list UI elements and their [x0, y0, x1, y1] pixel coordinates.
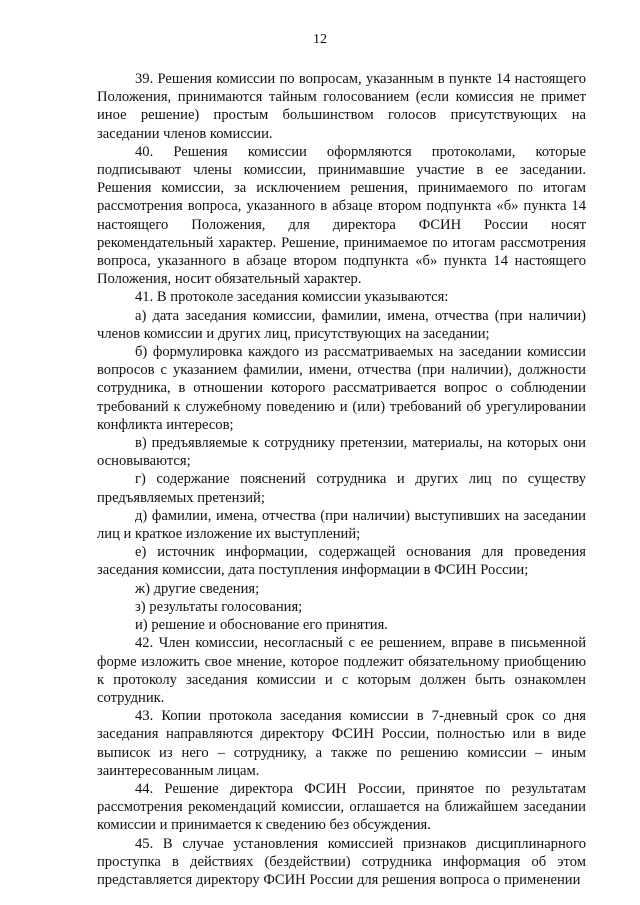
subparagraph-a: а) дата заседания комиссии, фамилии, имена, отчества (при наличии) членов комиссии и других лиц, присутствующих на заседании; — [97, 307, 586, 342]
paragraph-39: 39. Решения комиссии по вопросам, указанным в пункте 14 настоящего Положения, принимаются тайным голосованием (если комиссия не примет иное решение) простым большинством голосов присутствующих на заседании членов комиссии. — [97, 71, 586, 142]
subparagraph-e: е) источник информации, содержащей основания для проведения заседания комиссии, дата поступления информации в ФСИН России; — [97, 544, 586, 579]
paragraph-40: 40. Решения комиссии оформляются протоколами, которые подписывают члены комиссии, принимавшие участие в ее заседании. Решения комиссии, за исключением решения, принимаемого по итогам рассмотрения вопроса, указанного в абзаце втором подпункта «б» пункта 14 настоящего Положения, для директора ФСИН России носят рекомендательный характер. Решение, принимаемое по итогам рассмотрения вопроса, указанного в абзаце втором подпункта «б» пункта 14 настоящего Положения, носит обязательный характер. — [97, 143, 586, 288]
paragraph-45: 45. В случае установления комиссией признаков дисциплинарного проступка в действиях (бездействии) сотрудника информация об этом представляется директору ФСИН России для решения вопроса о применении — [97, 835, 586, 888]
page-number: 12 — [313, 32, 327, 47]
paragraph-41: 41. В протоколе заседания комиссии указываются: — [135, 289, 449, 306]
subparagraph-g: г) содержание пояснений сотрудника и других лиц по существу предъявляемых претензий; — [97, 471, 586, 506]
subparagraph-d: д) фамилии, имена, отчества (при наличии) выступивших на заседании лиц и краткое изложение их выступлений; — [97, 507, 586, 543]
document-body — [97, 70, 586, 889]
subparagraph-z: з) результаты голосования; — [135, 598, 303, 615]
subparagraph-v: в) предъявляемые к сотруднику претензии, материалы, на которых они основываются; — [97, 435, 586, 470]
paragraph-44: 44. Решение директора ФСИН России, принятое по результатам рассмотрения рекомендаций комиссии, оглашается на ближайшем заседании комиссии и принимается к сведению без обсуждения. — [97, 780, 586, 834]
subparagraph-b: б) формулировка каждого из рассматриваемых на заседании комиссии вопросов с указанием фамилии, имени, отчества (при наличии), должности сотрудника, в отношении которого рассматривается вопрос о соблюдении требований к служебному поведению и (или) требований об урегулировании конфликта интересов; — [97, 344, 586, 433]
subparagraph-zh: ж) другие сведения; — [135, 580, 260, 597]
paragraph-43: 43. Копии протокола заседания комиссии в 7-дневный срок со дня заседания направляются директору ФСИН России, полностью или в виде выписок из него – сотруднику, а также по решению комиссии – иным заинтересованным лицам. — [97, 708, 586, 779]
subparagraph-i: и) решение и обоснование его принятия. — [135, 617, 388, 634]
paragraph-42: 42. Член комиссии, несогласный с ее решением, вправе в письменной форме изложить свое мнение, которое подлежит обязательному приобщению к протоколу заседания комиссии и с которым должен быть ознакомлен сотрудник. — [97, 635, 586, 706]
